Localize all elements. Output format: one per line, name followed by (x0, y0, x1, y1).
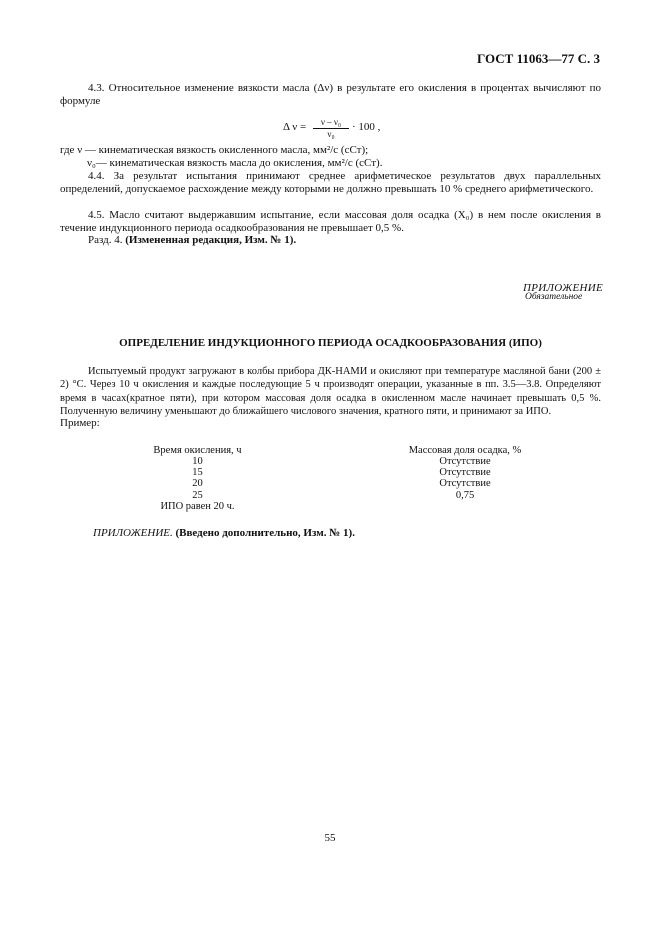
table-row-mass: Отсутствие (439, 467, 491, 478)
table-header-mass: Массовая доля осадка, % (408, 445, 522, 456)
table-row-time: 25 (192, 490, 203, 501)
appendix-heading: ОПРЕДЕЛЕНИЕ ИНДУКЦИОННОГО ПЕРИОДА ОСАДКООБРАЗОВАНИЯ (ИПО) (119, 337, 542, 349)
paragraph-4-5: 4.5. Масло считают выдержавшим испытание, если массовая доля осадка (X₀) в нем после окисления в течение индукционного периода осадкообразования не превышает 0,5 %. (60, 209, 601, 235)
appendix-footer-change: (Введено дополнительно, Изм. № 1). (175, 527, 355, 539)
appendix-footer-prefix: ПРИЛОЖЕНИЕ. (93, 527, 173, 539)
appendix-footer-note (93, 527, 355, 539)
razd-4-note (88, 234, 296, 246)
where-line-1: где ν — кинематическая вязкость окисленного масла, мм²/с (сСт); (60, 144, 369, 156)
table-row-mass: Отсутствие (439, 478, 491, 489)
razd-4-prefix: Разд. 4. (88, 234, 123, 246)
table-row-time: 10 (192, 456, 203, 467)
document-header: ГОСТ 11063—77 С. 3 (477, 51, 600, 66)
razd-4-change: (Измененная редакция, Изм. № 1). (125, 234, 297, 246)
formula-lhs: Δ ν = (283, 121, 307, 133)
paragraph-4-4: 4.4. За результат испытания принимают среднее арифметическое результатов двух параллельных определений, допускаемое расхождение между которыми не должно превышать 10 % среднего арифметического. (60, 170, 601, 196)
appendix-subtitle: Обязательное (525, 292, 583, 302)
appendix-body: Испытуемый продукт загружают в колбы прибора ДК-НАМИ и окисляют при температуре масляной бани (200 ± 2) °С. Через 10 ч окисления и каждые последующие 5 ч производят операции, указанные в пп. 3.5—3.8. Определяют время в часах(кратное пяти), при котором массовая доля осадка в окисленном масле начинает превышать 0,5 %. Полученную величину уменьшают до ближайшего числового значения, кратного пяти, и принимают за ИПО. (60, 366, 601, 418)
formula-fraction (313, 117, 349, 140)
ipo-result: ИПО равен 20 ч. (160, 501, 235, 512)
formula-denominator: ν₀ (327, 129, 335, 139)
table-row-time: 20 (192, 478, 203, 489)
paragraph-4-3: 4.3. Относительное изменение вязкости масла (Δν) в результате его окисления в процентах вычисляют по формуле (60, 82, 601, 108)
table-header-time: Время окисления, ч (153, 445, 242, 456)
table-row-mass: Отсутствие (439, 456, 491, 467)
example-label: Пример: (60, 417, 100, 429)
page-number: 55 (324, 832, 336, 844)
table-row-time: 15 (192, 467, 203, 478)
formula-numerator: ν – ν₀ (313, 117, 349, 129)
formula-rhs: · 100 , (352, 121, 381, 133)
table-row-mass: 0,75 (455, 490, 475, 501)
where-line-2: ν₀— кинематическая вязкость масла до окисления, мм²/с (сСт). (87, 157, 383, 169)
appendix-title: ПРИЛОЖЕНИЕ (523, 282, 603, 294)
